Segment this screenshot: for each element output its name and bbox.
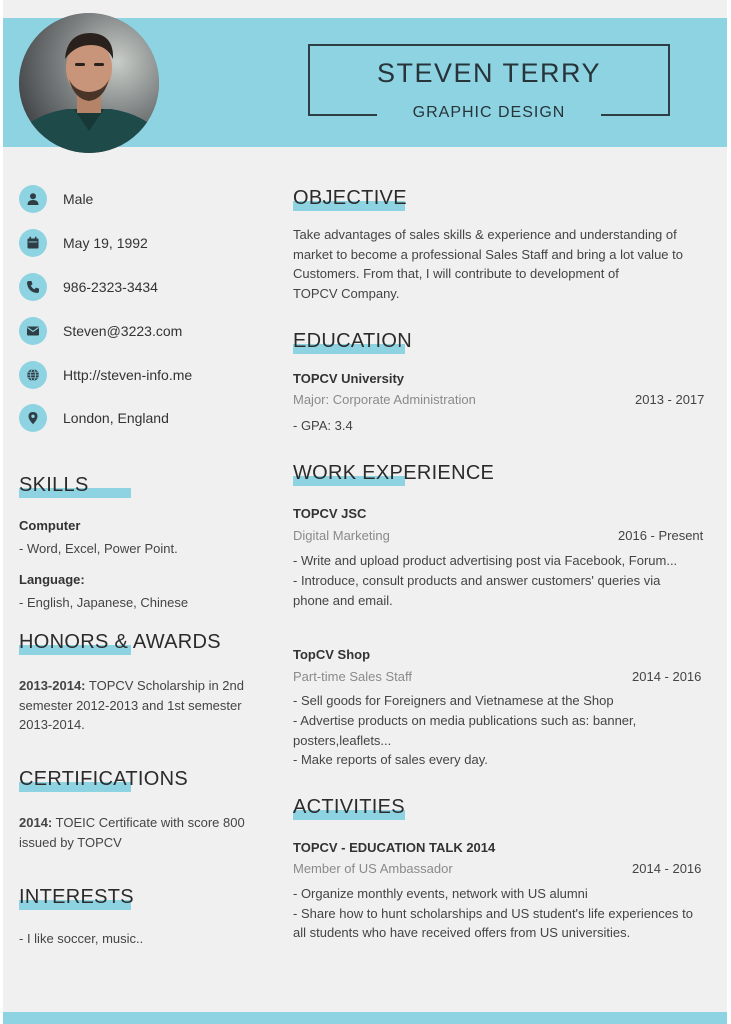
mail-icon	[19, 317, 47, 345]
activity-line-3: all students who have received offers from US universities.	[293, 925, 631, 940]
job-1-line-3: phone and email.	[293, 593, 393, 608]
skill-label-computer: Computer	[19, 518, 81, 533]
resume-page	[3, 0, 727, 1024]
globe-icon	[19, 361, 47, 389]
full-name: STEVEN TERRY	[376, 58, 602, 88]
activity-org: TOPCV - EDUCATION TALK 2014	[293, 840, 496, 855]
objective-line-3: Customers. From that, I will contribute to development of	[293, 266, 619, 281]
footer-band	[3, 1012, 727, 1024]
certifications-text: 2014: TOEIC Certificate with score 800 issued by TOPCV	[19, 815, 245, 850]
honors-heading: HONORS & AWARDS	[19, 631, 221, 653]
contact-email: Steven@3223.com	[19, 317, 259, 345]
contact-gender: Male	[19, 185, 259, 213]
person-icon	[19, 185, 47, 213]
objective-section	[293, 187, 407, 210]
honors-text: 2013-2014: TOPCV Scholarship in 2nd semester 2012-2013 and 1st semester 2013-2014.	[19, 678, 244, 732]
education-school: TOPCV University	[293, 371, 405, 386]
job-2-dates: 2014 - 2016	[632, 669, 702, 684]
profile-photo	[19, 13, 159, 153]
objective-line-2: market to become a professional Sales Staff and bring a lot value to	[293, 247, 683, 262]
work-section	[293, 462, 494, 485]
interests-text: - I like soccer, music..	[19, 931, 144, 946]
job-1-line-1: - Write and upload product advertising post via Facebook, Forum...	[293, 553, 678, 568]
education-major: Major: Corporate Administration	[293, 392, 476, 407]
skill-detail-computer: - Word, Excel, Power Point.	[19, 541, 178, 556]
interests-section	[19, 886, 134, 909]
interests-heading: INTERESTS	[19, 886, 134, 908]
activity-line-2: - Share how to hunt scholarships and US student's life experiences to	[293, 906, 693, 921]
certifications-heading: CERTIFICATIONS	[19, 768, 189, 790]
objective-heading: OBJECTIVE	[293, 187, 407, 209]
education-section	[293, 330, 412, 353]
job-2-role: Part-time Sales Staff	[293, 669, 412, 684]
calendar-icon	[19, 229, 47, 257]
activities-section	[293, 796, 405, 819]
job-title: GRAPHIC DESIGN	[412, 104, 566, 121]
job-2-line-1: - Sell goods for Foreigners and Vietnamese at the Shop	[293, 693, 614, 708]
location-pin-icon	[19, 404, 47, 432]
skills-section	[19, 474, 89, 497]
job-1-line-2: - Introduce, consult products and answer customers' queries via	[293, 573, 661, 588]
job-1-dates: 2016 - Present	[618, 528, 704, 543]
objective-line-1: Take advantages of sales skills & experience and understanding of	[293, 227, 677, 242]
job-2-company: TopCV Shop	[293, 647, 371, 662]
skill-detail-language: - English, Japanese, Chinese	[19, 595, 189, 610]
contact-birthday: May 19, 1992	[19, 229, 259, 257]
contact-phone: 986-2323-3434	[19, 273, 259, 301]
work-heading: WORK EXPERIENCE	[293, 462, 495, 484]
contact-website: Http://steven-info.me	[19, 361, 259, 389]
job-2-line-2: - Advertise products on media publications such as: banner,	[293, 713, 637, 728]
job-1-company: TOPCV JSC	[293, 506, 367, 521]
honors-section	[19, 631, 221, 654]
education-heading: EDUCATION	[293, 330, 412, 352]
job-2-line-3: posters,leaflets...	[293, 733, 392, 748]
activity-role: Member of US Ambassador	[293, 861, 453, 876]
skills-heading: SKILLS	[19, 474, 89, 496]
activities-heading: ACTIVITIES	[293, 796, 405, 818]
objective-line-4: TOPCV Company.	[293, 286, 400, 301]
job-1-role: Digital Marketing	[293, 528, 390, 543]
education-gpa: - GPA: 3.4	[293, 418, 353, 433]
contact-location: London, England	[19, 404, 259, 432]
certifications-section	[19, 768, 188, 791]
skill-label-language: Language:	[19, 572, 85, 587]
job-2-line-4: - Make reports of sales every day.	[293, 752, 488, 767]
activity-line-1: - Organize monthly events, network with US alumni	[293, 886, 588, 901]
activity-dates: 2014 - 2016	[632, 861, 702, 876]
education-dates: 2013 - 2017	[635, 392, 705, 407]
phone-icon	[19, 273, 47, 301]
